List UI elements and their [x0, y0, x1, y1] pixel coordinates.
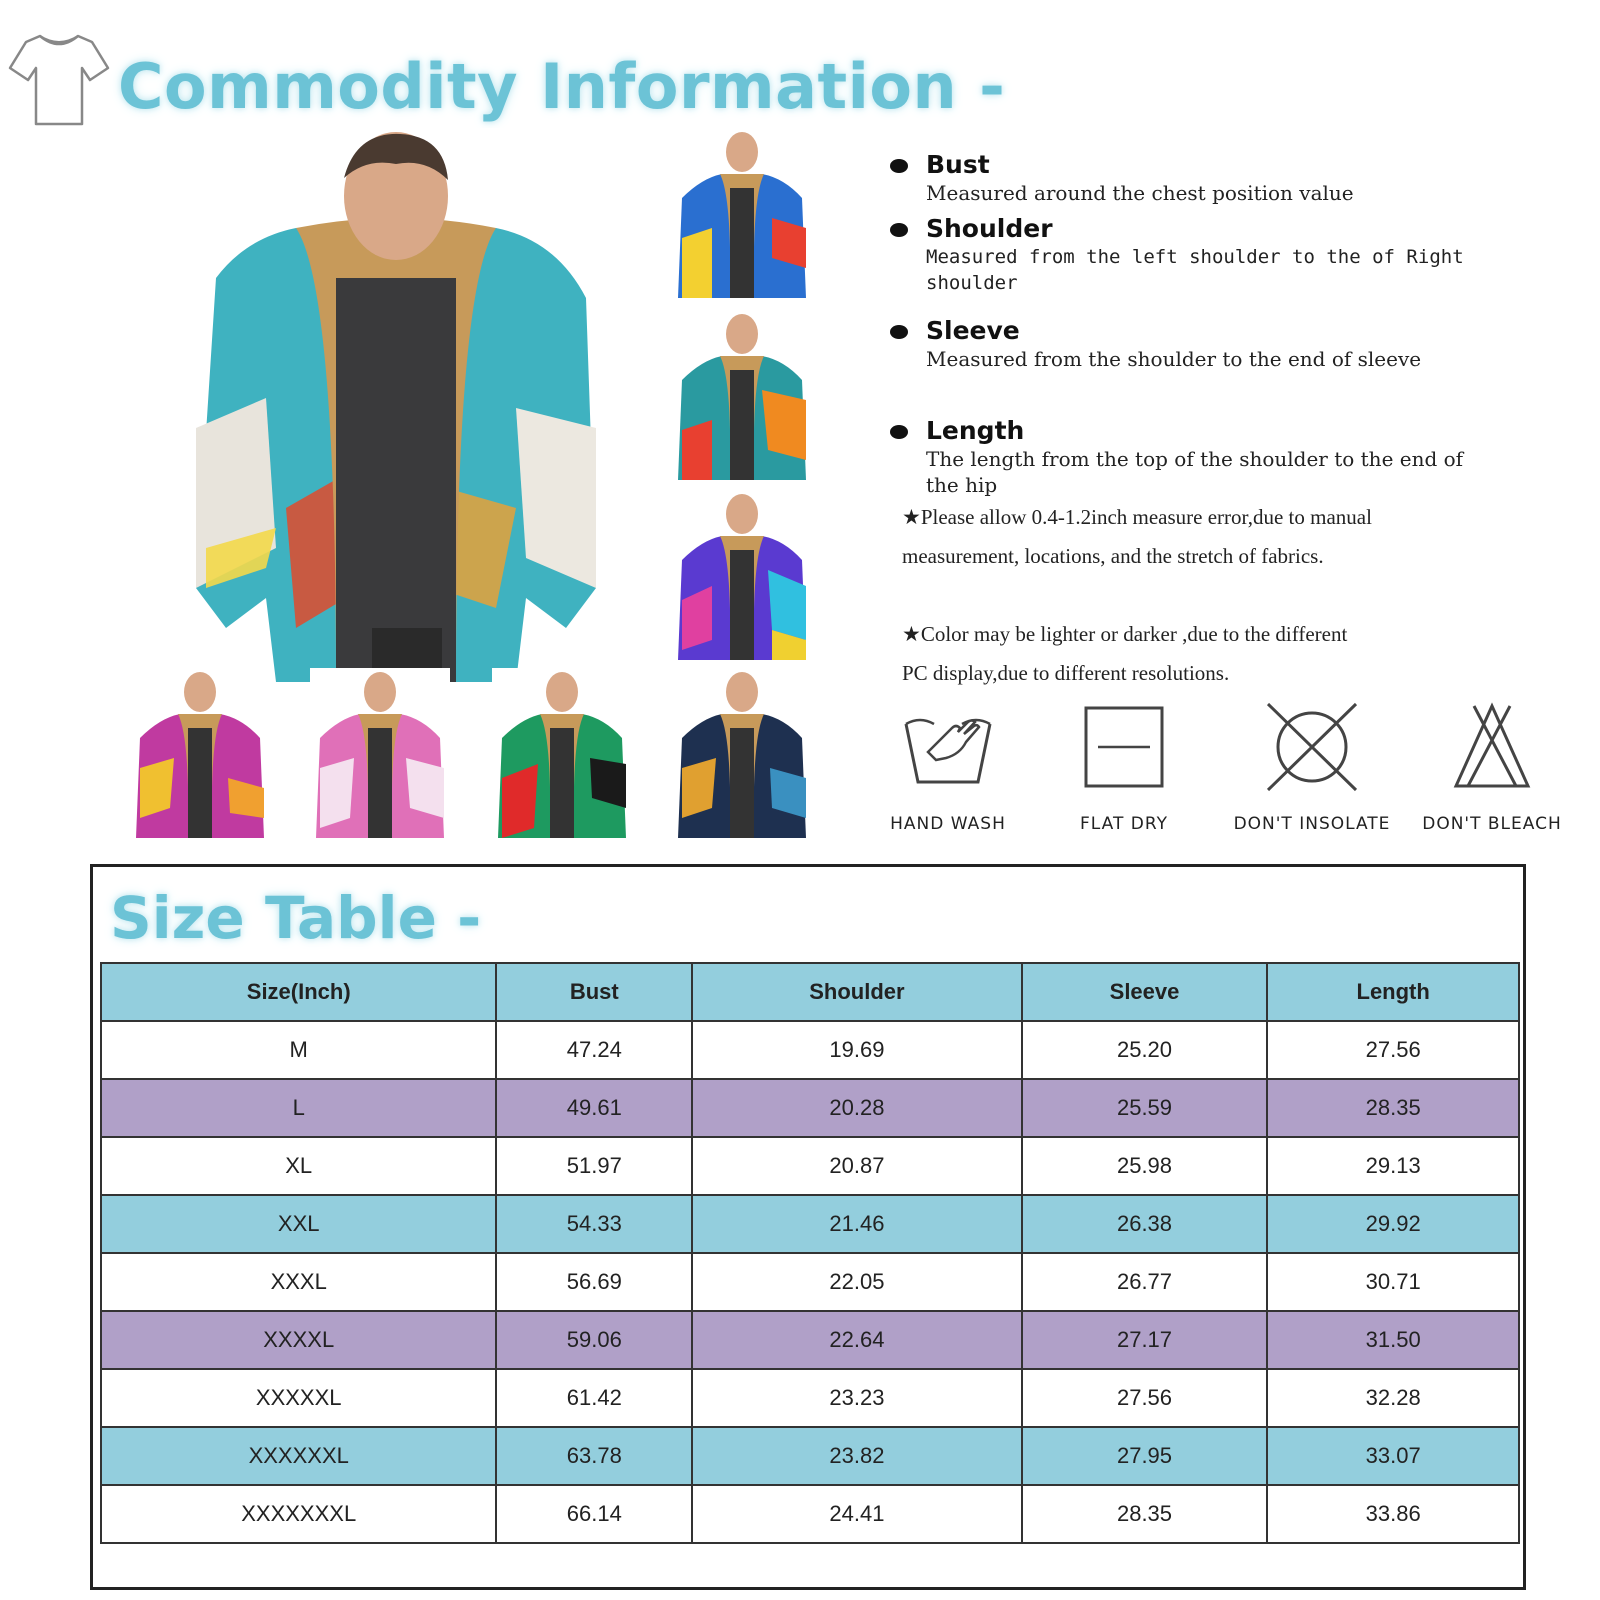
cell-bust: 61.42: [496, 1369, 692, 1427]
flat-dry-icon: [1074, 702, 1174, 792]
cell-length: 33.86: [1267, 1485, 1519, 1543]
table-row: [101, 1137, 1519, 1195]
cell-shoulder: 20.87: [692, 1137, 1022, 1195]
guide-desc-shoulder: Measured from the left shoulder to the of Right shoulder: [926, 246, 1464, 294]
cell-bust: 56.69: [496, 1253, 692, 1311]
cell-sleeve: 26.38: [1022, 1195, 1268, 1253]
guide-item-sleeve: [890, 316, 1570, 372]
care-label-flat-dry: FLAT DRY: [1080, 814, 1168, 834]
cell-bust: 47.24: [496, 1021, 692, 1079]
guide-desc-bust: Measured around the chest position value: [926, 181, 1354, 205]
care-label-dont-insolate: DON'T INSOLATE: [1233, 814, 1391, 834]
cell-sleeve: 27.56: [1022, 1369, 1268, 1427]
table-row: [101, 1369, 1519, 1427]
cell-shoulder: 21.46: [692, 1195, 1022, 1253]
cell-sleeve: 27.95: [1022, 1427, 1268, 1485]
cell-bust: 59.06: [496, 1311, 692, 1369]
header-sleeve: Sleeve: [1022, 963, 1268, 1021]
bullet-dot: [890, 325, 908, 339]
header-length: Length: [1267, 963, 1519, 1021]
cell-shoulder: 22.05: [692, 1253, 1022, 1311]
guide-item-bust: [890, 150, 1570, 206]
guide-desc-length: The length from the top of the shoulder to the end of the hip: [926, 447, 1464, 497]
cell-length: 31.50: [1267, 1311, 1519, 1369]
hero-product-photo: [186, 128, 606, 682]
guide-desc-sleeve: Measured from the shoulder to the end of sleeve: [926, 347, 1422, 371]
cell-bust: 54.33: [496, 1195, 692, 1253]
cell-size: XL: [101, 1137, 496, 1195]
cell-sleeve: 25.20: [1022, 1021, 1268, 1079]
care-flat-dry: [1044, 702, 1204, 834]
page-title: Commodity Information -: [118, 50, 1006, 123]
table-row: [101, 1485, 1519, 1543]
cell-size: XXXXXXL: [101, 1427, 496, 1485]
header-shoulder: Shoulder: [692, 963, 1022, 1021]
cell-size: M: [101, 1021, 496, 1079]
color-note: ★Color may be lighter or darker ,due to the different PC display,due to different resolutions.: [902, 622, 1348, 685]
cell-shoulder: 20.28: [692, 1079, 1022, 1137]
cell-bust: 66.14: [496, 1485, 692, 1543]
thumbnail-variant-blue-yellow[interactable]: [672, 128, 812, 306]
measure-error-note: ★Please allow 0.4-1.2inch measure error,due to manual measurement, locations, and the stretch of fabrics.: [902, 505, 1372, 568]
header-bust: Bust: [496, 963, 692, 1021]
dont-insolate-icon: [1262, 702, 1362, 792]
bullet-dot: [890, 425, 908, 439]
table-row: [101, 1079, 1519, 1137]
dont-bleach-icon: [1442, 702, 1542, 792]
cell-size: XXXXXL: [101, 1369, 496, 1427]
bullet-dot: [890, 223, 908, 237]
cell-bust: 63.78: [496, 1427, 692, 1485]
cell-shoulder: 23.23: [692, 1369, 1022, 1427]
hand-wash-icon: [898, 702, 998, 792]
cell-bust: 51.97: [496, 1137, 692, 1195]
cell-length: 30.71: [1267, 1253, 1519, 1311]
cell-shoulder: 19.69: [692, 1021, 1022, 1079]
guide-heading-length: Length: [890, 416, 1570, 446]
cell-bust: 49.61: [496, 1079, 692, 1137]
table-row: [101, 1311, 1519, 1369]
cell-shoulder: 22.64: [692, 1311, 1022, 1369]
cell-size: XXXL: [101, 1253, 496, 1311]
guide-item-shoulder: [890, 214, 1570, 296]
cell-length: 27.56: [1267, 1021, 1519, 1079]
thumbnail-variant-teal-orange[interactable]: [672, 310, 812, 488]
guide-item-length: [890, 416, 1570, 498]
thumbnail-variant-purple-rainbow[interactable]: [672, 490, 812, 668]
cell-sleeve: 27.17: [1022, 1311, 1268, 1369]
guide-heading-bust: Bust: [890, 150, 1570, 180]
cell-size: XXXXXXXL: [101, 1485, 496, 1543]
table-row: [101, 1195, 1519, 1253]
bullet-dot: [890, 159, 908, 173]
cell-sleeve: 25.98: [1022, 1137, 1268, 1195]
table-row: [101, 1253, 1519, 1311]
cell-shoulder: 23.82: [692, 1427, 1022, 1485]
cell-size: XXL: [101, 1195, 496, 1253]
cell-sleeve: 26.77: [1022, 1253, 1268, 1311]
care-label-dont-bleach: DON'T BLEACH: [1422, 814, 1562, 834]
cell-length: 29.13: [1267, 1137, 1519, 1195]
guide-heading-sleeve: Sleeve: [890, 316, 1570, 346]
cell-sleeve: 28.35: [1022, 1485, 1268, 1543]
cell-length: 28.35: [1267, 1079, 1519, 1137]
tshirt-icon: [6, 28, 112, 130]
care-dont-insolate: [1232, 702, 1392, 834]
cell-length: 32.28: [1267, 1369, 1519, 1427]
table-row: [101, 1427, 1519, 1485]
table-row: [101, 1021, 1519, 1079]
cell-shoulder: 24.41: [692, 1485, 1022, 1543]
care-label-hand-wash: HAND WASH: [890, 814, 1006, 834]
cell-sleeve: 25.59: [1022, 1079, 1268, 1137]
size-table: [100, 962, 1520, 1544]
cell-size: XXXXL: [101, 1311, 496, 1369]
care-dont-bleach: [1412, 702, 1572, 834]
cell-size: L: [101, 1079, 496, 1137]
cell-length: 33.07: [1267, 1427, 1519, 1485]
guide-heading-shoulder: Shoulder: [890, 214, 1570, 244]
thumbnail-variant-magenta-yellow[interactable]: [130, 668, 270, 846]
table-header-row: [101, 963, 1519, 1021]
thumbnail-variant-pink-white[interactable]: [310, 668, 450, 846]
thumbnail-variant-navy-gold[interactable]: [672, 668, 812, 846]
header-size: Size(Inch): [101, 963, 496, 1021]
care-hand-wash: [868, 702, 1028, 834]
thumbnail-variant-green-red[interactable]: [492, 668, 632, 846]
cell-length: 29.92: [1267, 1195, 1519, 1253]
size-table-title: Size Table -: [110, 884, 482, 952]
